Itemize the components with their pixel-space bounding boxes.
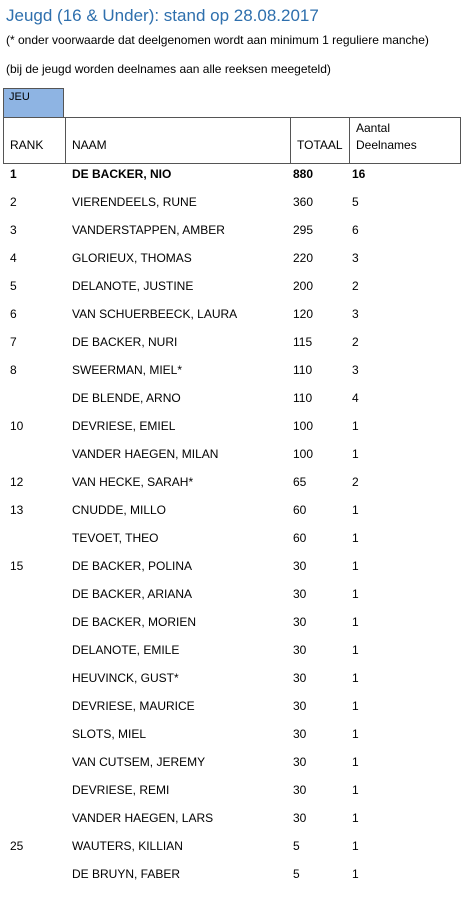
participations-cell: 1 [352, 783, 359, 797]
total-cell: 880 [293, 167, 314, 181]
total-cell: 120 [293, 307, 314, 321]
header-naam-label: NAAM [72, 138, 107, 152]
table-row [3, 668, 461, 696]
standings-table-body [3, 164, 461, 892]
name-cell: SWEERMAN, MIEL* [72, 363, 183, 377]
header-aantal-line2: Deelnames [356, 138, 417, 152]
rank-cell: 13 [10, 503, 24, 517]
participations-cell: 3 [352, 307, 359, 321]
table-row [3, 304, 461, 332]
table-row [3, 696, 461, 724]
table-row [3, 416, 461, 444]
total-cell: 60 [293, 531, 307, 545]
header-aantal-label [356, 120, 417, 154]
total-cell: 115 [293, 335, 313, 349]
participations-cell: 1 [352, 727, 359, 741]
name-cell: DE BACKER, POLINA [72, 559, 193, 573]
participations-cell: 1 [352, 643, 359, 657]
total-cell: 30 [293, 727, 307, 741]
participations-cell: 1 [352, 559, 359, 573]
rank-cell: 2 [10, 195, 17, 209]
rank-cell: 1 [10, 167, 17, 181]
participations-cell: 1 [352, 671, 359, 685]
participations-cell: 1 [352, 755, 359, 769]
name-cell: DEVRIESE, REMI [72, 783, 170, 797]
total-cell: 220 [293, 251, 314, 265]
total-cell: 60 [293, 503, 307, 517]
table-row [3, 444, 461, 472]
table-row [3, 864, 461, 892]
participations-cell: 1 [352, 839, 359, 853]
total-cell: 30 [293, 699, 307, 713]
participations-cell: 4 [352, 391, 359, 405]
table-row [3, 808, 461, 836]
name-cell: VANDER HAEGEN, LARS [72, 811, 214, 825]
participations-cell: 1 [352, 615, 359, 629]
total-cell: 5 [293, 867, 300, 881]
total-cell: 30 [293, 811, 307, 825]
table-row [3, 276, 461, 304]
total-cell: 30 [293, 643, 307, 657]
total-cell: 295 [293, 223, 314, 237]
rank-cell: 12 [10, 475, 24, 489]
table-row [3, 220, 461, 248]
table-row [3, 584, 461, 612]
rank-cell: 3 [10, 223, 17, 237]
participations-cell: 16 [352, 167, 366, 181]
participations-cell: 1 [352, 587, 359, 601]
header-rank-label: RANK [10, 138, 44, 152]
table-row [3, 388, 461, 416]
total-cell: 200 [293, 279, 314, 293]
rank-cell: 5 [10, 279, 17, 293]
table-row [3, 556, 461, 584]
participations-cell: 3 [352, 363, 359, 377]
total-cell: 30 [293, 671, 307, 685]
name-cell: CNUDDE, MILLO [72, 503, 167, 517]
total-cell: 5 [293, 839, 300, 853]
name-cell: DE BACKER, MORIEN [72, 615, 197, 629]
header-naam [65, 118, 290, 163]
total-cell: 65 [293, 475, 307, 489]
name-cell: DELANOTE, EMILE [72, 643, 180, 657]
table-row [3, 752, 461, 780]
participations-cell: 1 [352, 503, 359, 517]
participations-cell: 5 [352, 195, 359, 209]
participations-cell: 2 [352, 279, 359, 293]
table-row [3, 360, 461, 388]
participations-cell: 3 [352, 251, 359, 265]
name-cell: VANDER HAEGEN, MILAN [72, 447, 219, 461]
header-rank [4, 118, 65, 163]
participations-cell: 2 [352, 335, 359, 349]
total-cell: 100 [293, 447, 314, 461]
header-aantal [349, 118, 460, 163]
footnote-condition: (* onder voorwaarde dat deelgenomen wordt aan minimum 1 reguliere manche) [6, 33, 429, 47]
table-row [3, 500, 461, 528]
footnote-participation: (bij de jeugd worden deelnames aan alle reeksen meegeteld) [6, 62, 331, 76]
name-cell: VANDERSTAPPEN, AMBER [72, 223, 225, 237]
participations-cell: 1 [352, 811, 359, 825]
table-row [3, 780, 461, 808]
name-cell: DE BLENDE, ARNO [72, 391, 181, 405]
rank-cell: 4 [10, 251, 17, 265]
table-row [3, 640, 461, 668]
name-cell: VAN SCHUERBEECK, LAURA [72, 307, 238, 321]
name-cell: SLOTS, MIEL [72, 727, 147, 741]
table-row [3, 528, 461, 556]
name-cell: DE BACKER, NURI [72, 335, 178, 349]
participations-cell: 2 [352, 475, 359, 489]
header-aantal-line1: Aantal [356, 121, 391, 135]
total-cell: 110 [293, 363, 313, 377]
total-cell: 30 [293, 615, 307, 629]
participations-cell: 1 [352, 867, 359, 881]
name-cell: DE BACKER, ARIANA [72, 587, 193, 601]
name-cell: VAN CUTSEM, JEREMY [72, 755, 206, 769]
table-row [3, 724, 461, 752]
name-cell: VIERENDEELS, RUNE [72, 195, 197, 209]
name-cell: DEVRIESE, MAURICE [72, 699, 195, 713]
name-cell: HEUVINCK, GUST* [72, 671, 179, 685]
name-cell: DELANOTE, JUSTINE [72, 279, 194, 293]
rank-cell: 8 [10, 363, 17, 377]
participations-cell: 1 [352, 447, 359, 461]
total-cell: 360 [293, 195, 314, 209]
table-row [3, 248, 461, 276]
participations-cell: 1 [352, 699, 359, 713]
name-cell: DE BACKER, NIO [72, 167, 172, 181]
table-row [3, 472, 461, 500]
total-cell: 30 [293, 559, 307, 573]
total-cell: 110 [293, 391, 313, 405]
participations-cell: 1 [352, 531, 359, 545]
header-totaal-label: TOTAAL [297, 138, 343, 152]
total-cell: 30 [293, 783, 307, 797]
rank-cell: 7 [10, 335, 17, 349]
participations-cell: 1 [352, 419, 359, 433]
table-row [3, 332, 461, 360]
rank-cell: 6 [10, 307, 17, 321]
name-cell: TEVOET, THEO [72, 531, 159, 545]
rank-cell: 15 [10, 559, 24, 573]
name-cell: DE BRUYN, FABER [72, 867, 181, 881]
sheet-tab-label: JEU [3, 88, 64, 117]
header-totaal [290, 118, 349, 163]
name-cell: GLORIEUX, THOMAS [72, 251, 192, 265]
table-row [3, 612, 461, 640]
table-header [3, 117, 461, 164]
name-cell: WAUTERS, KILLIAN [72, 839, 183, 853]
name-cell: VAN HECKE, SARAH* [72, 475, 194, 489]
participations-cell: 6 [352, 223, 359, 237]
name-cell: DEVRIESE, EMIEL [72, 419, 176, 433]
total-cell: 30 [293, 755, 307, 769]
total-cell: 30 [293, 587, 307, 601]
rank-cell: 25 [10, 839, 24, 853]
table-row [3, 164, 461, 192]
page-title: Jeugd (16 & Under): stand op 28.08.2017 [6, 6, 319, 25]
total-cell: 100 [293, 419, 314, 433]
table-row [3, 192, 461, 220]
table-row [3, 836, 461, 864]
rank-cell: 10 [10, 419, 24, 433]
